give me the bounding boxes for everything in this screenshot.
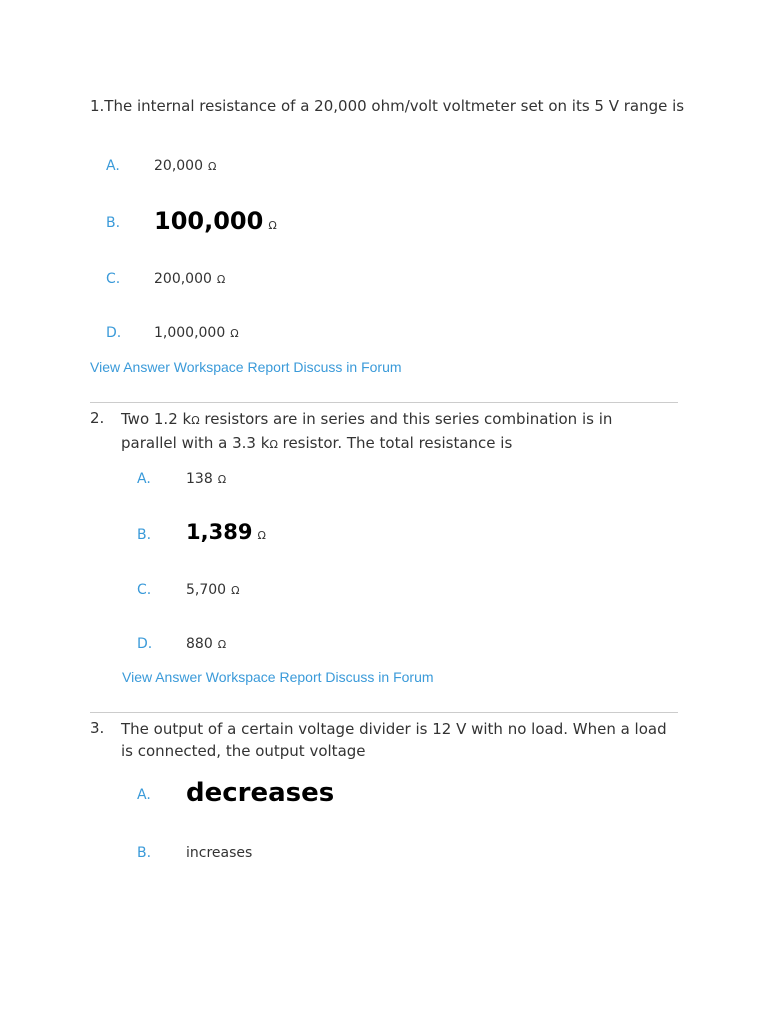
q2-option-a-text: 138 Ω [186,471,227,487]
ohm-symbol: Ω [208,160,217,173]
question-3-text: The output of a certain voltage divider is 12 V with no load. When a load is connected, the output voltage [121,720,667,760]
q2-links [122,667,434,687]
q1-option-c-letter[interactable]: C. [106,271,121,287]
workspace-link[interactable]: Workspace [173,359,244,375]
view-answer-link[interactable]: View Answer [122,669,202,685]
divider [90,712,678,713]
ohm-symbol: Ω [217,473,227,486]
q3-option-b-letter[interactable]: B. [137,845,152,861]
question-3-number: 3. [90,719,105,737]
ohm-symbol: Ω [216,273,226,286]
q2-option-c-text: 5,700 Ω [186,582,240,598]
q3-option-a-text: decreases [186,778,335,808]
question-2-number: 2. [90,409,105,427]
q1-option-a-text: 20,000 Ω [154,158,217,174]
discuss-link[interactable]: Discuss in Forum [293,359,402,375]
q1-links [90,357,402,377]
q2-option-d-text: 880 Ω [186,636,227,652]
q1-option-b-text: 100,000 Ω [154,207,277,235]
ohm-symbol: Ω [191,414,200,427]
discuss-link[interactable]: Discuss in Forum [325,669,434,685]
q2-option-d-letter[interactable]: D. [137,636,153,652]
q1-option-d-letter[interactable]: D. [106,325,122,341]
ohm-symbol: Ω [268,219,277,232]
q2-option-b-text: 1,389 Ω [186,520,266,544]
divider [90,402,678,403]
ohm-symbol: Ω [269,438,278,451]
workspace-link[interactable]: Workspace [205,669,276,685]
q1-option-c-text: 200,000 Ω [154,271,226,287]
report-link[interactable]: Report [279,669,322,685]
question-1-text: 1.The internal resistance of a 20,000 ohm/volt voltmeter set on its 5 V range is [90,97,685,115]
report-link[interactable]: Report [247,359,290,375]
ohm-symbol: Ω [230,327,239,340]
q3-option-b-text: increases [186,845,253,861]
ohm-symbol: Ω [231,584,240,597]
q3-option-a-letter[interactable]: A. [137,787,151,803]
q1-option-d-text: 1,000,000 Ω [154,325,239,341]
question-2-text: Two 1.2 kΩ resistors are in series and this series combination is in parallel with a 3.3 kΩ resistor. The total resistance is [121,410,613,452]
view-answer-link[interactable]: View Answer [90,359,170,375]
q2-option-a-letter[interactable]: A. [137,471,151,487]
q2-option-b-letter[interactable]: B. [137,527,152,543]
q2-option-c-letter[interactable]: C. [137,582,152,598]
q1-option-b-letter[interactable]: B. [106,215,121,231]
ohm-symbol: Ω [257,529,266,542]
q1-option-a-letter[interactable]: A. [106,158,120,174]
ohm-symbol: Ω [217,638,227,651]
